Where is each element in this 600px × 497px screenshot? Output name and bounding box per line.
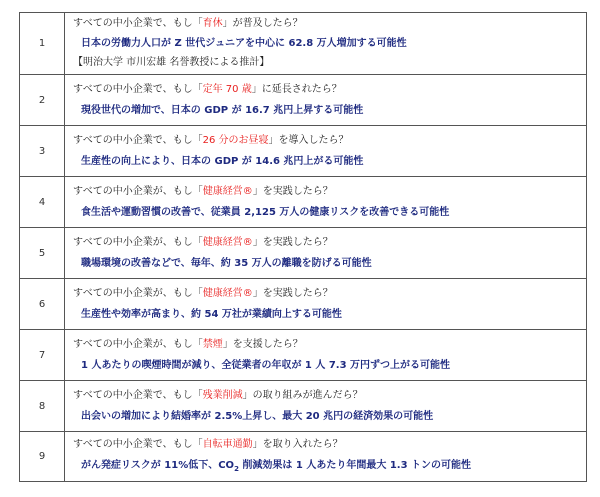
row-number: 1 [20, 13, 65, 75]
row-number: 3 [20, 126, 65, 177]
question: すべての中小企業で、もし「残業削減」の取り組みが進んだら？ [73, 389, 363, 401]
row-content [65, 126, 587, 177]
row-number: 7 [20, 330, 65, 381]
question: すべての中小企業が、もし「禁煙」を支援したら？ [73, 338, 303, 350]
answer: 現役世代の増加で、日本の GDP が 16.7 兆円上昇する可能性 [81, 104, 364, 116]
keyword: 26 分のお昼寝 [202, 134, 269, 146]
answer: 出会いの増加により結婚率が 2.5%上昇し、最大 20 兆円の経済効果の可能性 [81, 410, 434, 422]
row-content [65, 432, 587, 482]
question: すべての中小企業が、もし「健康経営®」を実践したら？ [73, 236, 333, 248]
keyword: 健康経営® [202, 236, 253, 248]
row-content [65, 330, 587, 381]
row-number: 4 [20, 177, 65, 228]
table-row [20, 126, 587, 177]
row-number: 8 [20, 381, 65, 432]
table-row [20, 13, 587, 75]
keyword: 定年 70 歳 [202, 83, 252, 95]
table-row [20, 279, 587, 330]
row-content [65, 75, 587, 126]
row-number: 6 [20, 279, 65, 330]
question: すべての中小企業で、もし「自転車通勤」を取り入れたら？ [73, 438, 343, 450]
question: すべての中小企業で、もし「育休」が普及したら？ [73, 18, 303, 29]
answer: 日本の労働力人口が Z 世代ジュニアを中心に 62.8 万人増加する可能性 [81, 38, 407, 49]
answer: がん発症リスクが 11%低下、$CO_2$ 削減効果は 1 人あたり年間最大 1.3 トンの可能性 [81, 459, 472, 473]
source-note: 【明治大学 市川宏雄 名誉教授による推計】 [73, 57, 270, 68]
answer: 生産性の向上により、日本の GDP が 14.6 兆円上がる可能性 [81, 155, 364, 167]
keyword: 禁煙 [202, 338, 223, 350]
table-row [20, 381, 587, 432]
row-content [65, 13, 587, 75]
subscript: 2 [234, 464, 239, 473]
row-content [65, 279, 587, 330]
row-content [65, 177, 587, 228]
answer: 食生活や運動習慣の改善で、従業員 2,125 万人の健康リスクを改善できる可能性 [81, 206, 450, 218]
table-row [20, 75, 587, 126]
keyword: 健康経営® [202, 185, 253, 197]
row-content [65, 228, 587, 279]
row-content [65, 381, 587, 432]
simulation-table [19, 12, 587, 482]
keyword: 残業削減 [202, 389, 243, 401]
answer: 生産性や効率が高まり、約 54 万社が業績向上する可能性 [81, 308, 342, 320]
table-row [20, 177, 587, 228]
answer: 職場環境の改善などで、毎年、約 35 万人の離職を防げる可能性 [81, 257, 372, 269]
question: すべての中小企業が、もし「健康経営®」を実践したら？ [73, 185, 333, 197]
row-number: 2 [20, 75, 65, 126]
keyword: 育休 [202, 18, 223, 29]
row-number: 5 [20, 228, 65, 279]
table-row [20, 330, 587, 381]
row-number: 9 [20, 432, 65, 482]
keyword: 健康経営® [202, 287, 253, 299]
question: すべての中小企業で、もし「定年 70 歳」に延長されたら？ [73, 83, 342, 95]
keyword: 自転車通勤 [202, 438, 253, 450]
question: すべての中小企業が、もし「健康経営®」を実践したら？ [73, 287, 333, 299]
question: すべての中小企業で、もし「26 分のお昼寝」を導入したら？ [73, 134, 349, 146]
table-row [20, 432, 587, 482]
table-row [20, 228, 587, 279]
answer: 1 人あたりの喫煙時間が減り、全従業者の年収が 1 人 7.3 万円ずつ上がる可能性 [81, 359, 451, 371]
